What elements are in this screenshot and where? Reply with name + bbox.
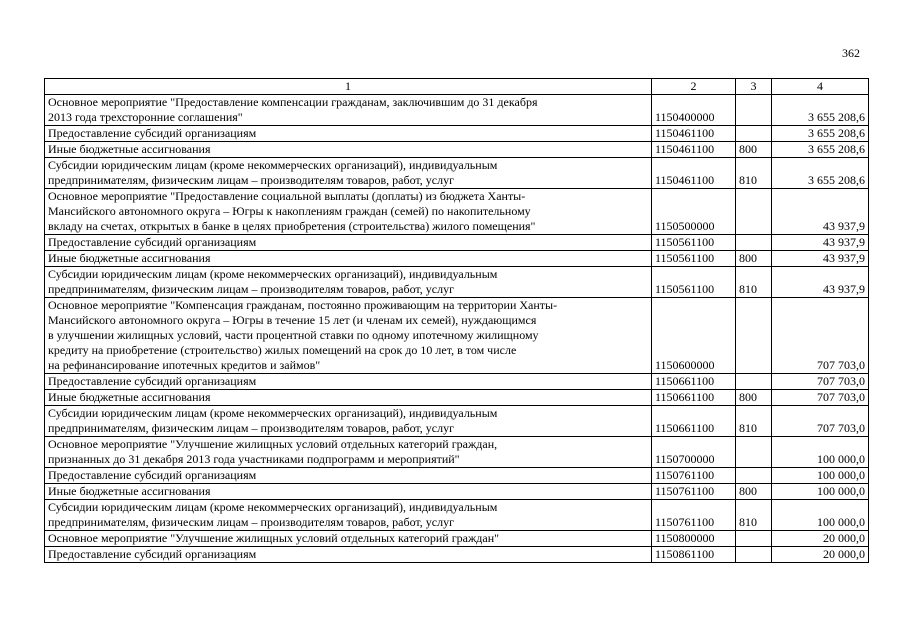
row-type-cell [736, 437, 772, 468]
table-row [45, 406, 869, 437]
table-row [45, 251, 869, 267]
page-number: 362 [842, 46, 860, 60]
row-code-cell: 1150400000 [652, 95, 736, 126]
row-name-cell: Субсидии юридическим лицам (кроме некоммерческих организаций), индивидуальным предпринимателям, физическим лицам – производителям товаров, работ, услуг [45, 267, 652, 298]
row-amount-cell: 707 703,0 [772, 374, 869, 390]
row-name-cell: Субсидии юридическим лицам (кроме некоммерческих организаций), индивидуальным предпринимателям, физическим лицам – производителям товаров, работ, услуг [45, 158, 652, 189]
table-body [45, 95, 869, 563]
row-name-cell: Предоставление субсидий организациям [45, 374, 652, 390]
row-code-cell: 1150600000 [652, 298, 736, 374]
row-amount-cell: 100 000,0 [772, 437, 869, 468]
row-amount-cell: 43 937,9 [772, 235, 869, 251]
row-amount-cell: 43 937,9 [772, 251, 869, 267]
row-type-cell: 800 [736, 390, 772, 406]
row-type-cell [736, 298, 772, 374]
row-code-cell: 1150461100 [652, 126, 736, 142]
table-row [45, 484, 869, 500]
table-row [45, 235, 869, 251]
table-row [45, 437, 869, 468]
row-name-cell: Предоставление субсидий организациям [45, 468, 652, 484]
row-code-cell: 1150561100 [652, 267, 736, 298]
row-code-cell: 1150761100 [652, 484, 736, 500]
table-row [45, 95, 869, 126]
row-amount-cell: 707 703,0 [772, 390, 869, 406]
row-name-cell: Основное мероприятие "Компенсация гражданам, постоянно проживающим на территории Ханты- Мансийского автономного округа – Югры в течение 15 лет (и членам их семей), нуждающимся в улучшении жилищных условий, части процентной ставки по одному ипотечному жилищному кредиту на приобретение (строительство) жилых помещений на срок до 10 лет, в том числе на рефинансирование ипотечных кредитов и займов" [45, 298, 652, 374]
table-row [45, 547, 869, 563]
row-name-cell: Предоставление субсидий организациям [45, 547, 652, 563]
row-type-cell: 810 [736, 158, 772, 189]
row-amount-cell: 100 000,0 [772, 468, 869, 484]
row-type-cell: 810 [736, 406, 772, 437]
table-row [45, 500, 869, 531]
row-code-cell: 1150861100 [652, 547, 736, 563]
row-type-cell [736, 189, 772, 235]
row-name-cell: Основное мероприятие "Улучшение жилищных условий отдельных категорий граждан" [45, 531, 652, 547]
row-name-cell: Основное мероприятие "Улучшение жилищных условий отдельных категорий граждан, признанных до 31 декабря 2013 года участниками подпрограмм и мероприятий" [45, 437, 652, 468]
row-name-cell: Основное мероприятие "Предоставление компенсации гражданам, заключившим до 31 декабря 2013 года трехсторонние соглашения" [45, 95, 652, 126]
row-name-cell: Иные бюджетные ассигнования [45, 142, 652, 158]
header-row [45, 79, 869, 95]
row-code-cell: 1150761100 [652, 500, 736, 531]
row-name-cell: Предоставление субсидий организациям [45, 235, 652, 251]
header-col-2: 2 [652, 79, 736, 95]
row-amount-cell: 707 703,0 [772, 298, 869, 374]
row-type-cell [736, 235, 772, 251]
row-amount-cell: 20 000,0 [772, 531, 869, 547]
row-name-cell: Иные бюджетные ассигнования [45, 390, 652, 406]
row-amount-cell: 707 703,0 [772, 406, 869, 437]
row-code-cell: 1150461100 [652, 158, 736, 189]
row-amount-cell: 20 000,0 [772, 547, 869, 563]
row-code-cell: 1150500000 [652, 189, 736, 235]
row-name-cell: Иные бюджетные ассигнования [45, 251, 652, 267]
table-row [45, 189, 869, 235]
table-row [45, 142, 869, 158]
table-row [45, 126, 869, 142]
row-name-cell: Иные бюджетные ассигнования [45, 484, 652, 500]
row-code-cell: 1150700000 [652, 437, 736, 468]
row-name-cell: Субсидии юридическим лицам (кроме некоммерческих организаций), индивидуальным предпринимателям, физическим лицам – производителям товаров, работ, услуг [45, 500, 652, 531]
row-type-cell: 810 [736, 500, 772, 531]
row-amount-cell: 3 655 208,6 [772, 126, 869, 142]
row-code-cell: 1150661100 [652, 374, 736, 390]
row-type-cell: 800 [736, 142, 772, 158]
table-row [45, 531, 869, 547]
table-row [45, 298, 869, 374]
row-amount-cell: 100 000,0 [772, 484, 869, 500]
row-code-cell: 1150461100 [652, 142, 736, 158]
row-type-cell [736, 547, 772, 563]
row-code-cell: 1150800000 [652, 531, 736, 547]
row-amount-cell: 3 655 208,6 [772, 142, 869, 158]
row-code-cell: 1150661100 [652, 406, 736, 437]
row-name-cell: Субсидии юридическим лицам (кроме некоммерческих организаций), индивидуальным предпринимателям, физическим лицам – производителям товаров, работ, услуг [45, 406, 652, 437]
row-type-cell: 810 [736, 267, 772, 298]
row-code-cell: 1150561100 [652, 235, 736, 251]
row-code-cell: 1150761100 [652, 468, 736, 484]
row-type-cell [736, 468, 772, 484]
row-amount-cell: 3 655 208,6 [772, 95, 869, 126]
row-type-cell: 800 [736, 251, 772, 267]
row-name-cell: Предоставление субсидий организациям [45, 126, 652, 142]
row-type-cell [736, 95, 772, 126]
row-name-cell: Основное мероприятие "Предоставление социальной выплаты (доплаты) из бюджета Ханты- Мансийского автономного округа – Югры к накоплениям граждан (семей) по накопительному вкладу на счетах, открытых в банке в целях приобретения (строительства) жилого помещения" [45, 189, 652, 235]
row-code-cell: 1150561100 [652, 251, 736, 267]
row-amount-cell: 43 937,9 [772, 267, 869, 298]
row-code-cell: 1150661100 [652, 390, 736, 406]
table-row [45, 267, 869, 298]
header-col-3: 3 [736, 79, 772, 95]
row-amount-cell: 43 937,9 [772, 189, 869, 235]
table-row [45, 468, 869, 484]
table-row [45, 390, 869, 406]
table-row [45, 158, 869, 189]
row-amount-cell: 3 655 208,6 [772, 158, 869, 189]
header-col-1: 1 [45, 79, 652, 95]
row-type-cell: 800 [736, 484, 772, 500]
row-type-cell [736, 374, 772, 390]
header-col-4: 4 [772, 79, 869, 95]
row-type-cell [736, 126, 772, 142]
row-amount-cell: 100 000,0 [772, 500, 869, 531]
table-header [45, 79, 869, 95]
row-type-cell [736, 531, 772, 547]
table-row [45, 374, 869, 390]
budget-table [44, 78, 869, 563]
